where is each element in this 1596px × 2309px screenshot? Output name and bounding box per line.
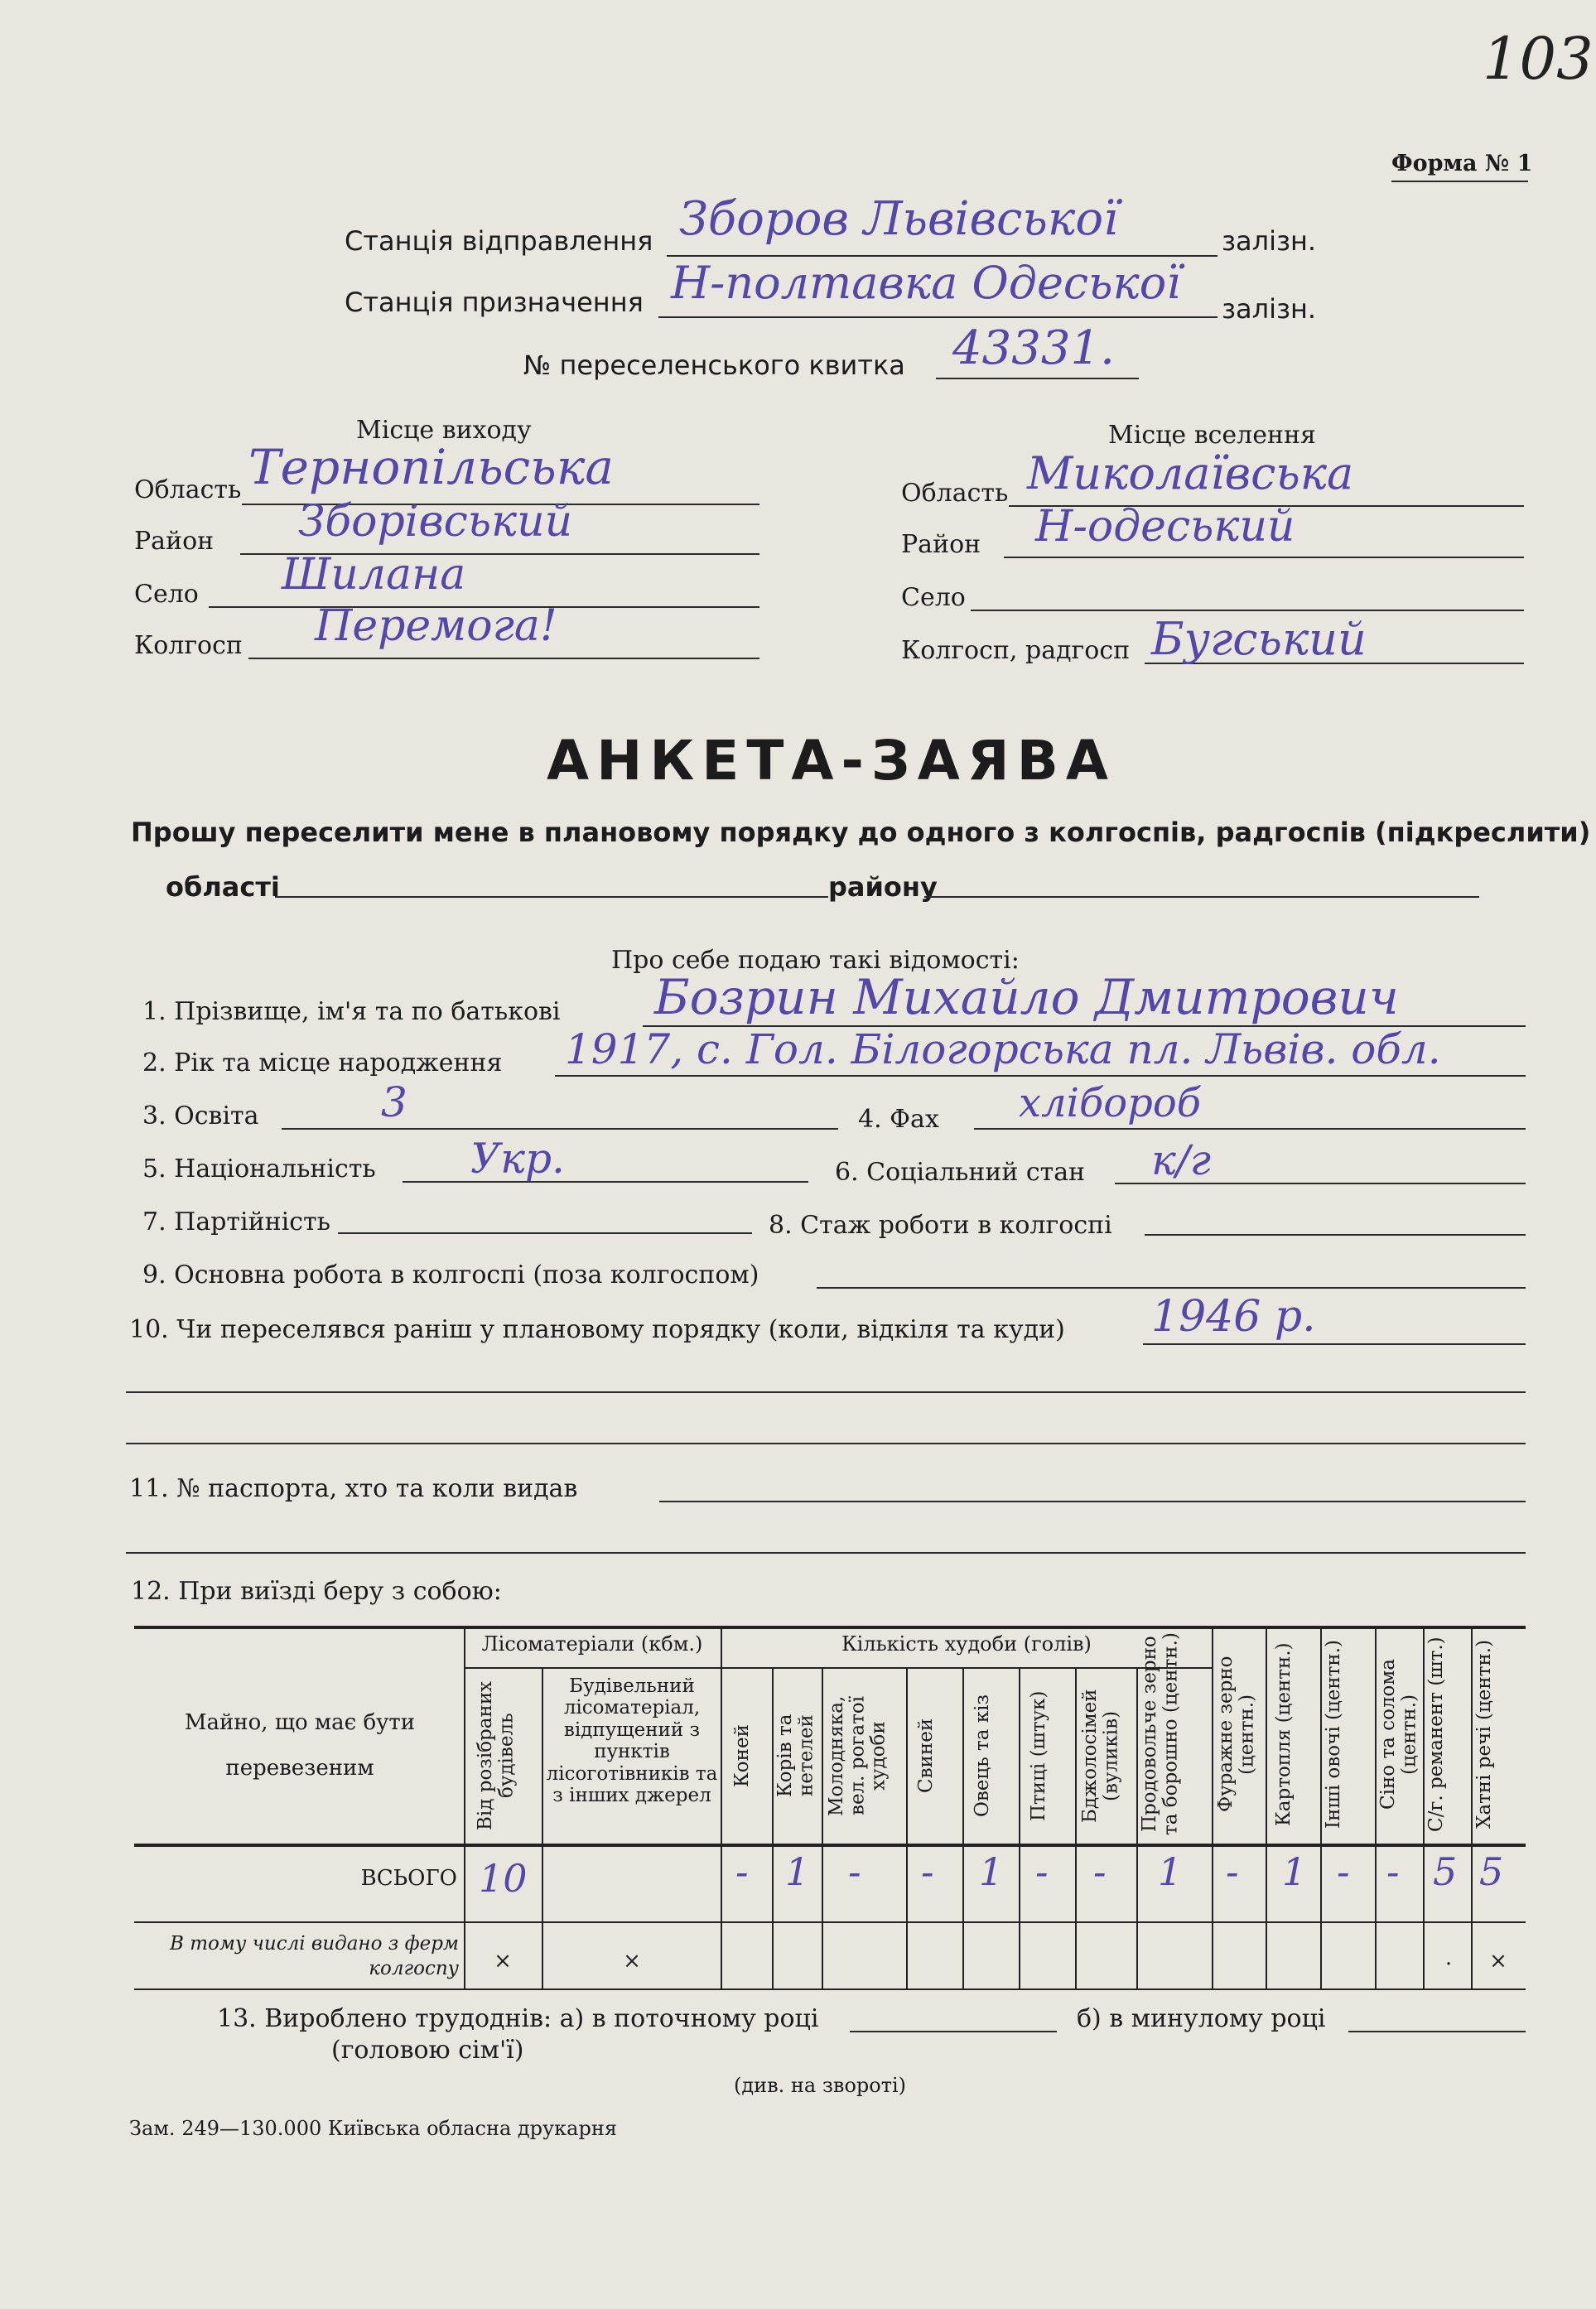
col-cows: Корів та нетелей [774, 1714, 817, 1798]
col-household-items: Хатні речі (центн.) [1473, 1639, 1495, 1829]
col-farm-equipment: С/г. реманент (шт.) [1425, 1637, 1447, 1832]
origin-kolkhoz-value[interactable]: Перемога! [315, 601, 557, 651]
group-timber: Лісоматеріали (кбм.) [481, 1632, 703, 1656]
request-text: Прошу переселити мене в плановому порядку до одного з колгоспів, радгоспів (підкреслити) [131, 817, 1591, 848]
item-1-label: 1. Прізвище, ім'я та по батькові [142, 997, 561, 1026]
item-4-label: 4. Фах [858, 1105, 939, 1134]
col-timber-building: Будівельний лісоматеріал, відпущений з пунктів лісоготівників та з інших джерел [546, 1675, 718, 1807]
col-timber-dismantled: Від розібраних будівель [475, 1680, 518, 1831]
belongings-table [134, 1626, 1526, 1990]
item-13-label: 13. Вироблено трудоднів: а) в поточному році [217, 2004, 819, 2033]
issued-farm-equipment: . [1444, 1945, 1453, 1970]
item-1-value[interactable]: Бозрин Михайло Дмитрович [654, 969, 1399, 1025]
item-6-label: 6. Соціальний стан [835, 1158, 1086, 1187]
col-pigs: Свиней [915, 1718, 937, 1794]
item-5-value[interactable]: Укр. [470, 1135, 565, 1183]
item-5-label: 5. Національність [142, 1154, 376, 1183]
item-4-value[interactable]: хлібороб [1019, 1080, 1202, 1126]
col-hay-straw: Сіно та солома (центн.) [1377, 1659, 1420, 1810]
item-2-label: 2. Рік та місце народження [142, 1048, 503, 1077]
col-bee-colonies: Бджолосімей (вуликів) [1079, 1689, 1122, 1823]
col-other-vegetables: Інші овочі (центн.) [1323, 1639, 1344, 1829]
group-livestock: Кількість худоби (голів) [841, 1632, 1092, 1656]
form-number: Форма № 1 [1391, 151, 1533, 176]
total-poultry[interactable]: - [1035, 1849, 1049, 1894]
item-9-label: 9. Основна робота в колгоспі (поза колгоспом) [142, 1261, 759, 1289]
destination-heading: Місце вселення [1108, 421, 1316, 450]
total-fodder-grain[interactable]: - [1226, 1849, 1239, 1894]
see-reverse: (див. на звороті) [734, 2074, 907, 2097]
destination-railway-suffix: залізн. [1222, 293, 1317, 325]
origin-heading: Місце виходу [356, 416, 532, 445]
destination-station-value[interactable]: Н-полтавка Одеської [671, 257, 1181, 309]
total-household-items[interactable]: 5 [1479, 1849, 1504, 1894]
total-horses[interactable]: - [735, 1849, 749, 1894]
origin-oblast-value[interactable]: Тернопільська [248, 439, 614, 495]
item-10-label: 10. Чи переселявся раніш у плановому порядку (коли, відкіля та куди) [129, 1315, 1065, 1344]
request-oblast-label: області [166, 871, 280, 903]
total-food-grain[interactable]: 1 [1158, 1849, 1183, 1894]
total-other-vegetables[interactable]: - [1337, 1849, 1350, 1894]
dest-oblast-label: Область [901, 479, 1009, 508]
origin-kolkhoz-label: Колгосп [134, 631, 243, 660]
issued-household-items: × [1489, 1949, 1507, 1974]
dest-oblast-value[interactable]: Миколаївська [1027, 447, 1354, 499]
item-13-sub: (головою сім'ї) [331, 2036, 524, 2065]
dest-kolkhoz-label: Колгосп, радгосп [901, 636, 1131, 665]
destination-station-label: Станція призначення [345, 287, 644, 318]
dest-village-label: Село [901, 583, 966, 612]
item-7-label: 7. Партійність [142, 1208, 330, 1236]
origin-village-label: Село [134, 580, 199, 609]
row-total-label: ВСЬОГО [360, 1866, 457, 1891]
col-fodder-grain: Фуражне зерно (центн.) [1215, 1656, 1258, 1813]
total-cows[interactable]: 1 [785, 1849, 810, 1894]
col-property: Майно, що має бути перевезеним [184, 1710, 416, 1781]
total-pigs[interactable]: - [921, 1849, 934, 1894]
total-timber-dismantled[interactable]: 10 [479, 1856, 528, 1901]
ticket-number-value[interactable]: 43331. [952, 321, 1115, 375]
origin-village-value[interactable]: Шилана [282, 550, 466, 600]
dest-kolkhoz-value[interactable]: Бугський [1151, 613, 1367, 665]
col-potatoes: Картопля (центн.) [1273, 1642, 1295, 1826]
departure-station-value[interactable]: Зборов Львівської [679, 192, 1118, 246]
printer-imprint: Зам. 249—130.000 Київська обласна друкарня [129, 2117, 617, 2140]
request-raion-label: району [828, 871, 938, 903]
total-sheep-goats[interactable]: 1 [979, 1849, 1004, 1894]
origin-raion-label: Район [134, 527, 215, 556]
total-farm-equipment[interactable]: 5 [1433, 1849, 1458, 1894]
issued-timber-dismantled: × [494, 1949, 512, 1974]
total-potatoes[interactable]: 1 [1282, 1849, 1307, 1894]
total-hay-straw[interactable]: - [1386, 1849, 1400, 1894]
col-young-cattle: Молодняка, вел. рогатої худоби [826, 1695, 890, 1816]
dest-raion-label: Район [901, 530, 981, 559]
item-3-value[interactable]: 3 [381, 1078, 407, 1126]
ticket-number-label: № переселенського квитка [523, 349, 905, 381]
col-sheep-goats: Овець та кіз [972, 1694, 993, 1818]
item-3-label: 3. Освіта [142, 1101, 259, 1130]
origin-raion-value[interactable]: Зборівський [298, 497, 573, 547]
item-6-value[interactable]: к/г [1151, 1136, 1211, 1184]
item-10-value[interactable]: 1946 р. [1151, 1292, 1316, 1342]
item-2-value[interactable]: 1917, с. Гол. Білогорська пл. Львів. обл. [565, 1025, 1441, 1073]
issued-timber-building: × [623, 1949, 641, 1974]
origin-oblast-label: Область [134, 475, 242, 504]
item-13-previous-label: б) в минулому році [1077, 2004, 1326, 2033]
total-young-cattle[interactable]: - [848, 1849, 861, 1894]
col-poultry: Птиці (штук) [1028, 1690, 1049, 1821]
col-food-grain: Продовольче зерно та борошно (центн.) [1139, 1632, 1182, 1836]
item-12-label: 12. При виїзді беру з собою: [131, 1577, 502, 1606]
item-11-label: 11. № паспорта, хто та коли видав [129, 1474, 578, 1503]
col-horses: Коней [731, 1724, 753, 1787]
archive-page-number: 103 [1483, 25, 1594, 93]
departure-station-label: Станція відправлення [345, 225, 653, 257]
dest-raion-value[interactable]: Н-одеський [1035, 502, 1295, 552]
page-title: АНКЕТА-ЗАЯВА [547, 729, 1116, 793]
info-intro: Про себе подаю такі відомості: [611, 946, 1020, 975]
item-8-label: 8. Стаж роботи в колгоспі [769, 1211, 1112, 1240]
row-issued-label: В тому числі видано з ферм колгоспу [170, 1933, 459, 1979]
departure-railway-suffix: залізн. [1222, 225, 1317, 257]
total-bee-colonies[interactable]: - [1093, 1849, 1107, 1894]
